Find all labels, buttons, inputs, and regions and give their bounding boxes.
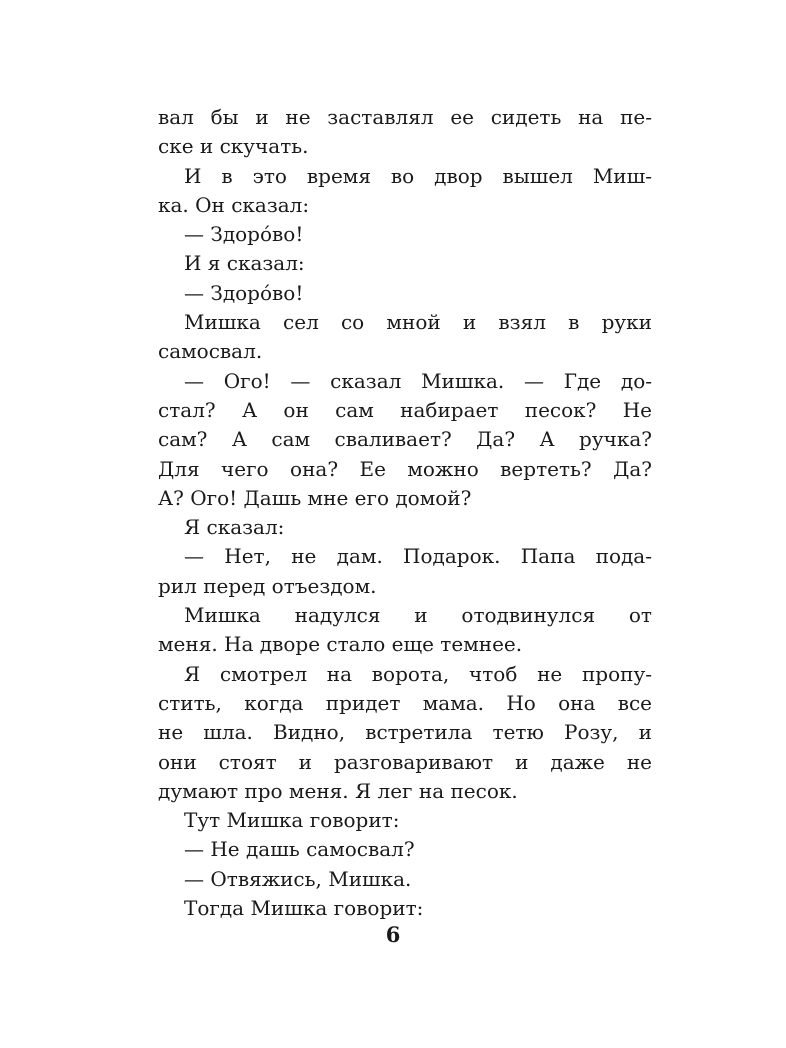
text-line: Я сказал: — [184, 515, 285, 540]
text-line: сам? А сам сваливает? Да? А ручка? — [158, 427, 652, 452]
text-line: ка. Он сказал: — [158, 192, 310, 217]
text-line: — Отвяжись, Мишка. — [184, 866, 412, 891]
text-line: — Здоро́во! — [184, 280, 304, 305]
text-line: И я сказал: — [184, 251, 305, 276]
text-line: — Не дашь самосвал? — [184, 837, 415, 862]
text-line: вал бы и не заставлял ее сидеть на пе- — [158, 105, 652, 129]
text-line: И в это время во двор вышел Миш- — [184, 163, 652, 188]
text-line: Тут Мишка говорит: — [184, 808, 400, 833]
text-line: стал? А он сам набирает песок? Не — [158, 397, 652, 422]
text-line: Мишка сел со мной и взял в руки — [184, 310, 652, 335]
text-line: — Здоро́во! — [184, 222, 304, 247]
text-line: меня. На дворе стало еще темнее. — [158, 632, 523, 657]
page-text — [158, 103, 652, 923]
text-line: Я смотрел на ворота, чтоб не пропу- — [184, 661, 652, 686]
text-line: самосвал. — [158, 339, 263, 364]
text-line: Для чего она? Ее можно вертеть? Да? — [158, 456, 652, 481]
text-line: думают про меня. Я лег на песок. — [158, 778, 518, 803]
text-line: — Ого! — сказал Мишка. — Где до- — [184, 368, 652, 393]
text-line: ске и скучать. — [158, 134, 309, 159]
text-line: А? Ого! Дашь мне его домой? — [158, 485, 472, 510]
text-line: не шла. Видно, встретила тетю Розу, и — [158, 720, 652, 745]
text-line: рил перед отъездом. — [158, 573, 377, 598]
text-line: — Нет, не дам. Подарок. Папа пода- — [184, 544, 652, 569]
text-line: Тогда Мишка говорит: — [184, 896, 424, 921]
text-line: стить, когда придет мама. Но она все — [158, 690, 652, 715]
page-number: 6 — [385, 922, 401, 947]
text-line: они стоят и разговаривают и даже не — [158, 749, 652, 774]
text-line: Мишка надулся и отодвинулся от — [184, 603, 652, 628]
